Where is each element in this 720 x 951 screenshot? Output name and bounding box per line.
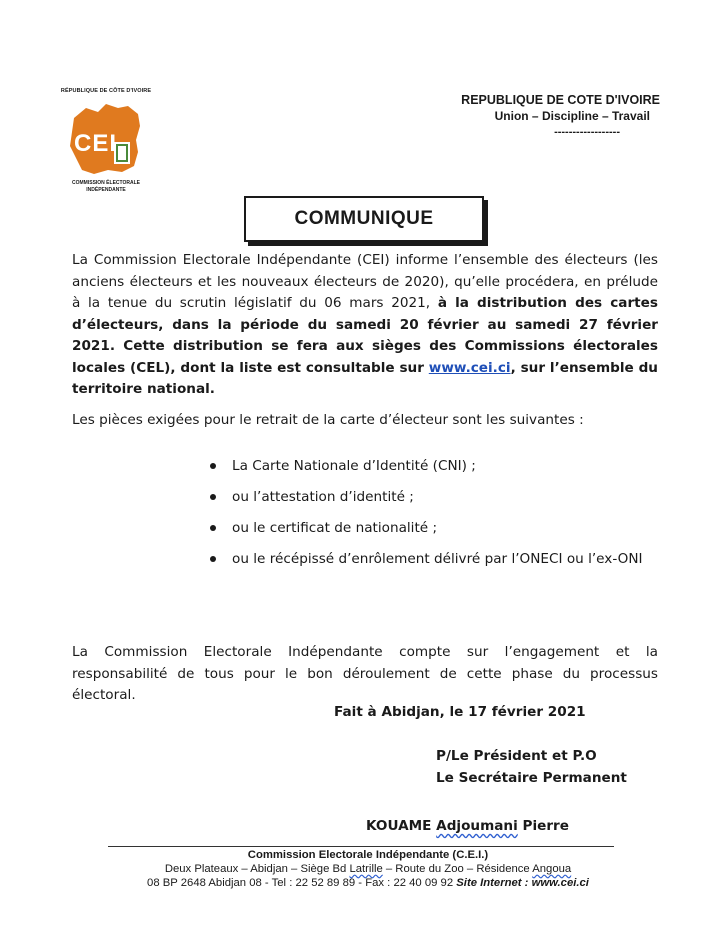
closing-paragraph: La Commission Electorale Indépendante compte sur l’engagement et la responsabilité de tous pour le bon déroulement de cette phase du processus électoral. <box>72 644 658 703</box>
logo-org-name <box>60 180 152 194</box>
republic-name: REPUBLIQUE DE COTE D'IVOIRE <box>461 93 660 107</box>
footer-address-part: – Route du Zoo – Résidence <box>382 863 533 875</box>
list-item <box>206 549 656 577</box>
footer-address <box>120 862 616 876</box>
website-link[interactable]: www.cei.ci <box>428 359 511 376</box>
list-item-text: ou le certificat de nationalité ; <box>232 520 438 536</box>
bullet-icon <box>210 556 216 562</box>
list-item <box>206 518 656 546</box>
signatory-role <box>436 745 627 789</box>
logo-org-line2: INDÉPENDANTE <box>86 187 126 193</box>
list-item <box>206 487 656 515</box>
bullet-icon <box>210 463 216 469</box>
republic-header <box>430 92 660 140</box>
list-item-text: La Carte Nationale d’Identité (CNI) ; <box>232 458 476 474</box>
signatory-last: KOUAME <box>366 818 437 834</box>
footer-divider <box>108 846 614 847</box>
footer-website[interactable]: Site Internet : www.cei.ci <box>456 877 589 889</box>
footer-address-part: Angoua <box>532 863 572 875</box>
required-documents-intro: Les pièces exigées pour le retrait de la carte d’électeur sont les suivantes : <box>72 412 584 428</box>
intro-bold-end: , sur l’ensemble du territoire national. <box>72 359 658 397</box>
signatory-name <box>366 818 569 834</box>
list-item-text: ou l’attestation d’identité ; <box>232 489 414 505</box>
intro-paragraph <box>72 250 658 401</box>
intro-bold-text: à la distribution des cartes d’électeurs, dans la période du samedi 20 février au samedi 27 février 2021. Cette distribution se fera aux sièges des Commissions électorales locales (CEL), dont la liste est consultable sur <box>72 295 658 376</box>
bullet-icon <box>210 494 216 500</box>
footer-contact <box>120 876 616 890</box>
cei-logo <box>60 88 152 198</box>
bullet-icon <box>210 525 216 531</box>
footer <box>120 848 616 890</box>
national-motto: Union – Discipline – Travail <box>494 109 650 123</box>
signatory-role-line2: Le Secrétaire Permanent <box>436 770 627 786</box>
list-item-text: ou le récépissé d’enrôlement délivré par l’ONECI ou l’ex-ONI <box>232 551 643 567</box>
signatory-role-line1: P/Le Président et P.O <box>436 748 597 764</box>
logo-org-line1: COMMISSION ÉLECTORALE <box>72 180 140 186</box>
required-documents-list <box>206 456 656 580</box>
logo-acronym: CEI <box>74 130 118 157</box>
footer-address-part: Latrille <box>349 863 383 875</box>
footer-address-part: Deux Plateaux – Abidjan – Siège Bd <box>164 863 350 875</box>
intro-text: La Commission Electorale Indépendante (CEI) informe l’ensemble des électeurs (les anciens électeurs et les nouveaux électeurs de 2020), qu’elle procédera, en prélude à la tenue du scrutin législatif du 06 mars 2021, <box>72 252 658 311</box>
header-separator: ------------------ <box>554 126 620 138</box>
signatory-first: Adjoumani <box>436 818 518 834</box>
footer-org-name: Commission Electorale Indépendante (C.E.I.) <box>247 849 489 861</box>
place-date: Fait à Abidjan, le 17 février 2021 <box>334 704 586 720</box>
signatory-middle: Pierre <box>517 818 569 834</box>
communique-title: COMMUNIQUE <box>244 196 484 242</box>
list-item <box>206 456 656 484</box>
logo-republic-text: RÉPUBLIQUE DE CÔTE D'IVOIRE <box>60 88 152 94</box>
footer-contact-text: 08 BP 2648 Abidjan 08 - Tel : 22 52 89 89 - Fax : 22 40 09 92 <box>147 877 457 889</box>
